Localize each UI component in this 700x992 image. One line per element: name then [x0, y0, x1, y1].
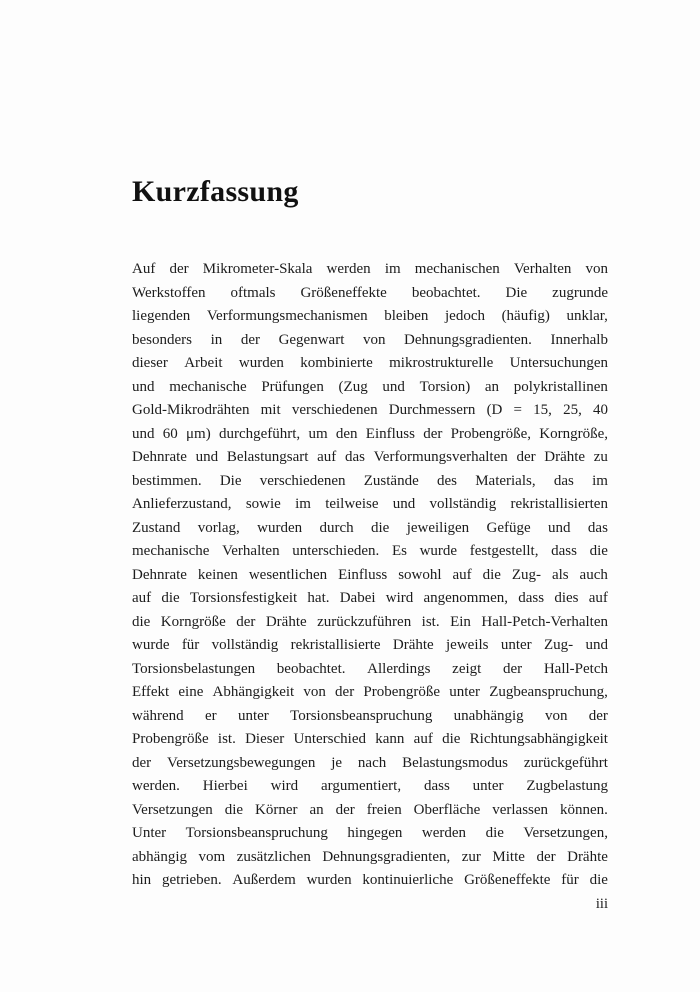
- body-line: Auf der Mikrometer-Skala werden im mechanischen Verhalten von: [132, 261, 608, 277]
- body-line: und mechanische Prüfungen (Zug und Torsion) an polykristallinen: [132, 378, 608, 395]
- body-line: Werkstoffen oftmals Größeneffekte beobachtet. Die zugrunde: [132, 284, 608, 301]
- body-line: Gold-Mikrodrähten mit verschiedenen Durchmessern (D = 15, 25, 40: [132, 402, 608, 418]
- body-line: hin getrieben. Außerdem wurden kontinuierliche Größeneffekte für die: [132, 872, 608, 888]
- body-line: besonders in der Gegenwart von Dehnungsgradienten. Innerhalb: [132, 331, 608, 348]
- body-line: der Versetzungsbewegungen je nach Belastungsmodus zurückgeführt: [132, 754, 608, 771]
- body-line: während er unter Torsionsbeanspruchung unabhängig von der: [132, 707, 608, 724]
- body-line: bestimmen. Die verschiedenen Zustände des Materials, das im: [132, 472, 608, 489]
- body-line: dieser Arbeit wurden kombinierte mikrostrukturelle Untersuchungen: [132, 355, 608, 371]
- body-line: Anlieferzustand, sowie im teilweise und vollständig rekristallisierten: [132, 496, 608, 512]
- body-line: Dehnrate und Belastungsart auf das Verformungsverhalten der Drähte zu: [132, 449, 608, 465]
- body-line: Probengröße ist. Dieser Unterschied kann auf die Richtungsabhängigkeit: [132, 731, 608, 747]
- body-line: auf die Torsionsfestigkeit hat. Dabei wird angenommen, dass dies auf: [132, 590, 608, 606]
- body-line: Effekt eine Abhängigkeit von der Probengröße unter Zugbeanspruchung,: [132, 684, 608, 700]
- body-line: Dehnrate keinen wesentlichen Einfluss sowohl auf die Zug- als auch: [132, 566, 608, 583]
- page-title: Kurzfassung: [132, 175, 299, 208]
- page-number: iii: [595, 896, 608, 912]
- body-line: Versetzungen die Körner an der freien Oberfläche verlassen können.: [132, 801, 608, 818]
- body-line: werden. Hierbei wird argumentiert, dass unter Zugbelastung: [132, 778, 608, 794]
- body-line: Torsionsbelastungen beobachtet. Allerdings zeigt der Hall-Petch: [132, 660, 608, 677]
- body-line: die Korngröße der Drähte zurückzuführen ist. Ein Hall-Petch-Verhalten: [132, 613, 608, 630]
- body-line: mechanische Verhalten unterschieden. Es wurde festgestellt, dass die: [132, 543, 608, 559]
- body-line: Zustand vorlag, wurden durch die jeweiligen Gefüge und das: [132, 519, 608, 536]
- body-text: [132, 258, 608, 893]
- body-line: liegenden Verformungsmechanismen bleiben jedoch (häufig) unklar,: [132, 308, 608, 324]
- body-line: und 60 μm) durchgeführt, um den Einfluss der Probengröße, Korngröße,: [132, 425, 608, 442]
- body-line: wurde für vollständig rekristallisierte Drähte jeweils unter Zug- und: [132, 637, 608, 653]
- body-line: Unter Torsionsbeanspruchung hingegen werden die Versetzungen,: [132, 825, 608, 841]
- body-line: abhängig vom zusätzlichen Dehnungsgradienten, zur Mitte der Drähte: [132, 848, 608, 865]
